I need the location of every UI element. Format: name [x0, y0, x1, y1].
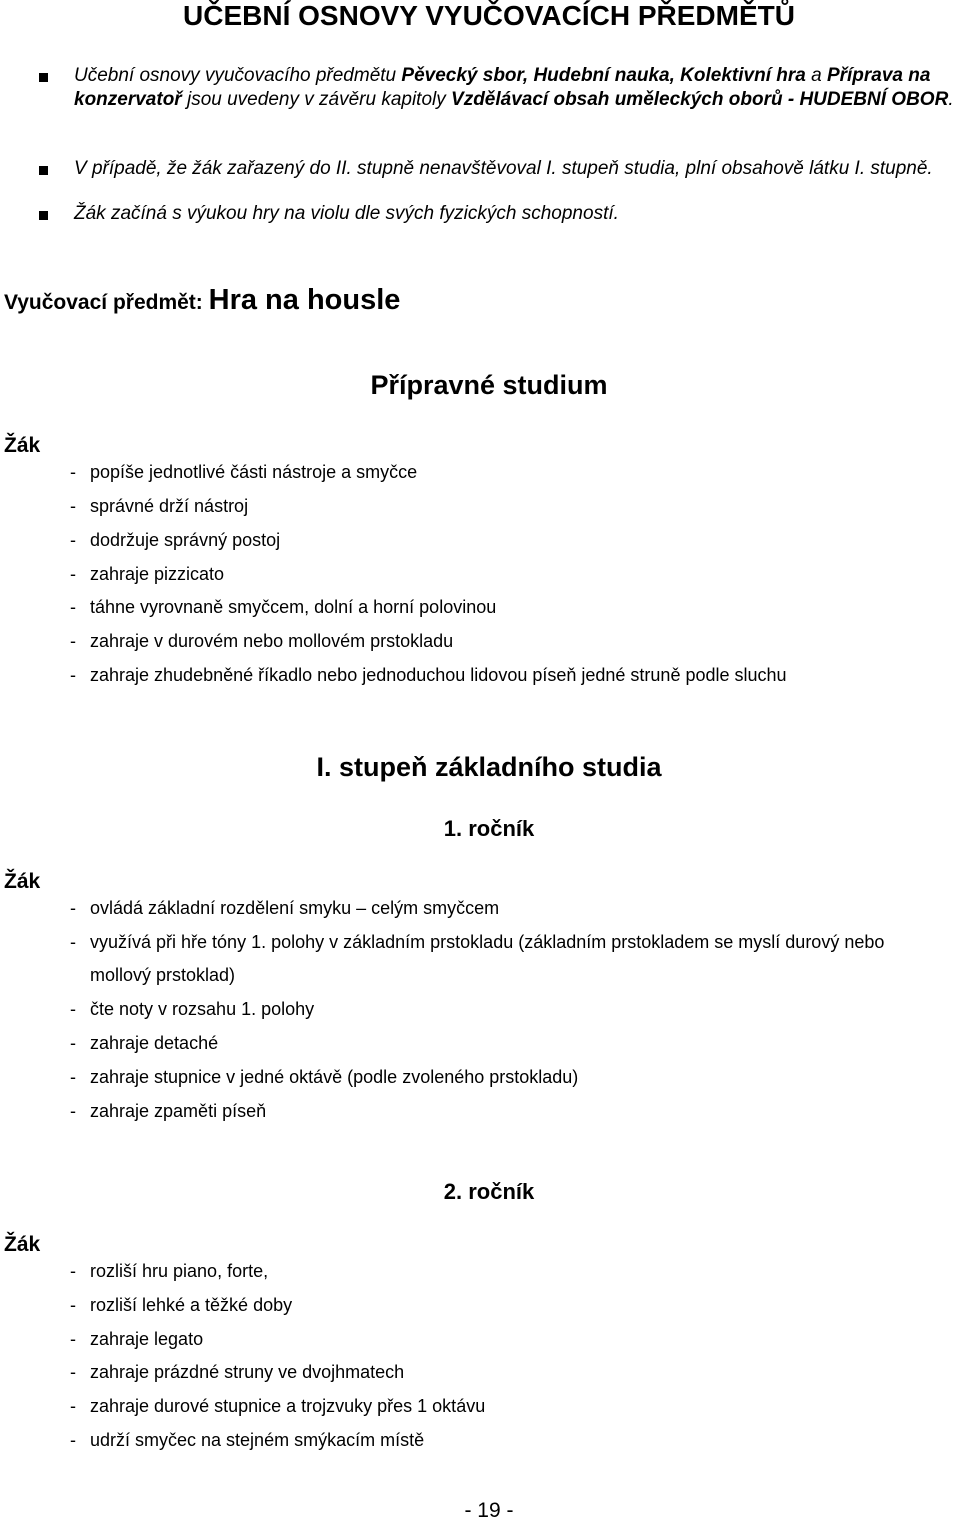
list-item-continuation: mollový prstoklad): [90, 965, 236, 985]
list-item-text: popíše jednotlivé části nástroje a smyčce: [90, 462, 418, 482]
intro-text-part: V případě, že žák zařazený do II. stupně nenavštěvoval I. stupeň studia, plní obsahově látku I. stupně.: [74, 158, 933, 179]
list-item-text: zahraje detaché: [90, 1033, 219, 1053]
list-item-text: udrží smyčec na stejném smýkacím místě: [90, 1430, 425, 1450]
list-item-text: rozliší hru piano, forte,: [90, 1261, 269, 1281]
list-item: - rozliší hru piano, forte,: [70, 1261, 269, 1281]
list-item: - čte noty v rozsahu 1. polohy: [70, 999, 315, 1019]
list-item: - zahraje pizzicato: [70, 564, 225, 584]
subject-name: Hra na housle: [208, 284, 401, 316]
list-item-text: táhne vyrovnaně smyčcem, dolní a horní polovinou: [90, 597, 497, 617]
list-item: - ovládá základní rozdělení smyku – celým smyčcem: [70, 898, 500, 918]
bullet-icon: [39, 73, 48, 82]
intro-text-part: a: [805, 65, 827, 86]
list-item-text: zahraje legato: [90, 1329, 204, 1349]
bullet-icon: [39, 166, 48, 175]
section-heading-stage: I. stupeň základního studia: [316, 752, 662, 782]
list-item: - zahraje legato: [70, 1329, 204, 1349]
intro-text: [74, 157, 960, 181]
list-item: - rozliší lehké a těžké doby: [70, 1295, 293, 1315]
list-item: - táhne vyrovnaně smyčcem, dolní a horní polovinou: [70, 597, 497, 617]
list-item-text: zahraje zhudebněné říkadlo nebo jednoduchou lidovou píseň jedné struně podle sluchu: [90, 665, 787, 685]
list-item-text: zahraje zpaměti píseň: [90, 1101, 267, 1121]
list-item-text: čte noty v rozsahu 1. polohy: [90, 999, 315, 1019]
list-item-text: zahraje durové stupnice a trojzvuky přes 1 oktávu: [90, 1396, 486, 1416]
year-heading: 1. ročník: [443, 816, 535, 841]
student-label: Žák: [4, 1233, 41, 1256]
list-item-text: využívá při hře tóny 1. polohy v základním prstokladu (základním prstokladem se myslí durový nebo: [90, 932, 885, 952]
intro-text-part: Pěvecký sbor, Hudební nauka, Kolektivní hra: [401, 65, 806, 86]
subject-label: Vyučovací předmět:: [4, 291, 209, 314]
list-item-text: rozliší lehké a těžké doby: [90, 1295, 293, 1315]
list-item: - zahraje detaché: [70, 1033, 219, 1053]
list-item: - zahraje v durovém nebo mollovém prstokladu: [70, 631, 454, 651]
list-item: - zahraje zhudebněné říkadlo nebo jednoduchou lidovou píseň jedné struně podle sluchu: [70, 665, 787, 685]
intro-text-part: Příprava na konzervatoř: [74, 65, 931, 110]
intro-text: [74, 202, 960, 226]
list-item-text: zahraje prázdné struny ve dvojhmatech: [90, 1362, 405, 1382]
year-heading: 2. ročník: [443, 1179, 535, 1204]
intro-text-part: .: [948, 89, 954, 110]
subject-heading: [4, 282, 400, 323]
list-item: - správné drží nástroj: [70, 496, 249, 516]
student-label: Žák: [4, 870, 41, 893]
list-item: - zahraje durové stupnice a trojzvuky přes 1 oktávu: [70, 1396, 486, 1416]
list-item-text: zahraje pizzicato: [90, 564, 225, 584]
section-heading-preparatory: Přípravné studium: [370, 370, 608, 400]
intro-text-part: Vzdělávací obsah uměleckých oborů - HUDEBNÍ OBOR: [451, 89, 949, 110]
list-item: - využívá při hře tóny 1. polohy v základním prstokladu (základním prstokladem se myslí durový nebo: [70, 932, 885, 952]
document-title: UČEBNÍ OSNOVY VYUČOVACÍCH PŘEDMĚTŮ: [183, 0, 795, 31]
list-item: - zahraje zpaměti píseň: [70, 1101, 267, 1121]
page-number: - 19 -: [464, 1499, 514, 1522]
intro-text-part: Žák začíná s výukou hry na violu dle svých fyzických schopností.: [74, 203, 619, 224]
list-item-text: správné drží nástroj: [90, 496, 249, 516]
intro-text: [74, 64, 960, 112]
bullet-icon: [39, 211, 48, 220]
list-item-text: ovládá základní rozdělení smyku – celým smyčcem: [90, 898, 500, 918]
list-item: - zahraje stupnice v jedné oktávě (podle zvoleného prstokladu): [70, 1067, 579, 1087]
list-item-text: zahraje v durovém nebo mollovém prstokladu: [90, 631, 454, 651]
list-item-text: dodržuje správný postoj: [90, 530, 281, 550]
intro-text-part: Učební osnovy vyučovacího předmětu: [74, 65, 402, 86]
student-label: Žák: [4, 434, 41, 457]
list-item: - udrží smyčec na stejném smýkacím místě: [70, 1430, 425, 1450]
list-item: - zahraje prázdné struny ve dvojhmatech: [70, 1362, 405, 1382]
list-item-text: zahraje stupnice v jedné oktávě (podle zvoleného prstokladu): [90, 1067, 579, 1087]
list-item: - popíše jednotlivé části nástroje a smyčce: [70, 462, 418, 482]
list-item: - dodržuje správný postoj: [70, 530, 281, 550]
intro-text-part: jsou uvedeny v závěru kapitoly: [181, 89, 452, 110]
